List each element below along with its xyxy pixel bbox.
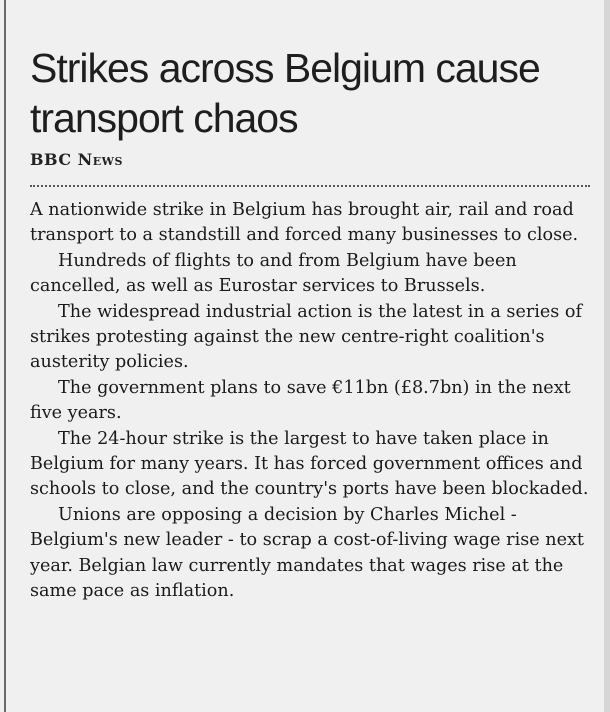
paragraph: The 24-hour strike is the largest to have taken place in Belgium for many years. It has forced government offices and schools to close, and the country's ports have been blockaded. xyxy=(30,428,589,500)
paragraph: Hundreds of flights to and from Belgium have been cancelled, as well as Eurostar services to Brussels. xyxy=(30,250,517,297)
headline: Strikes across Belgium cause transport chaos xyxy=(30,45,540,142)
page-edge xyxy=(604,0,610,712)
article-body xyxy=(30,198,596,605)
column-rule xyxy=(4,0,6,712)
paragraph: The widespread industrial action is the latest in a series of strikes protesting against the new centre-right coalition's austerity policies. xyxy=(30,301,583,373)
source-byline: BBC News xyxy=(30,150,123,169)
paragraph: A nationwide strike in Belgium has brought air, rail and road transport to a standstill and forced many businesses to close. xyxy=(30,200,579,246)
paragraph: The government plans to save €11bn (£8.7bn) in the next five years. xyxy=(30,377,571,424)
dotted-divider xyxy=(30,185,590,187)
paragraph: Unions are opposing a decision by Charles Michel - Belgium's new leader - to scrap a cost-of-living wage rise next year. Belgian law currently mandates that wages rise at the same pace as inflation. xyxy=(30,504,584,602)
